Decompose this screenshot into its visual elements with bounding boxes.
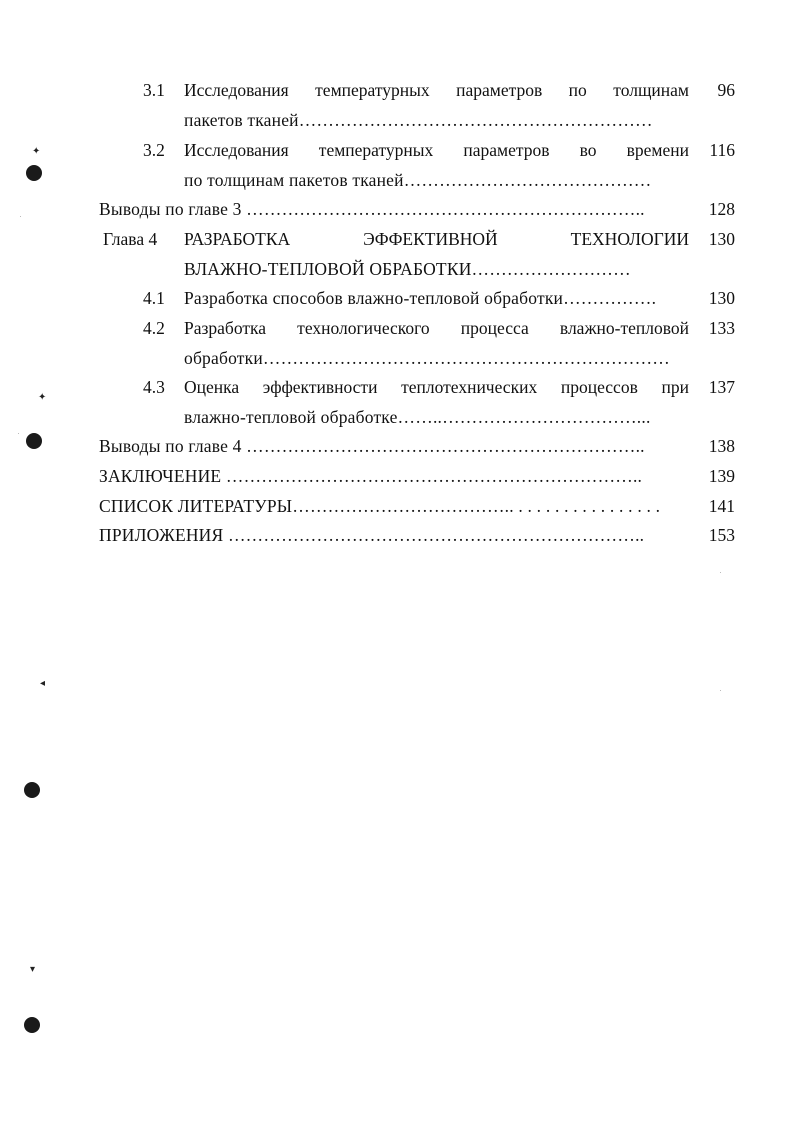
page-number-4-3: 137 [708, 377, 735, 397]
section-title-3-2: Исследования температурных параметров во времени [184, 140, 689, 160]
page-number-appendix: 153 [708, 525, 735, 545]
section-title-3-2-cont: по толщинам пакетов тканей…………………………………… [184, 170, 652, 190]
section-title-4-2: Разработка технологического процесса влажно-тепловой [184, 318, 689, 338]
section-number-4-2: 4.2 [143, 318, 165, 338]
binder-hole [24, 782, 40, 798]
section-title-4-3: Оценка эффективности теплотехнических процессов при [184, 377, 689, 397]
appendix-entry: ПРИЛОЖЕНИЯ …………………………………………………………….. [99, 525, 645, 545]
section-title-4-2-cont: обработки…………………………………………………………… [184, 348, 671, 368]
page-number-chapter-4: 130 [708, 229, 735, 249]
binder-hole [26, 165, 42, 181]
page-number-4-2: 133 [708, 318, 735, 338]
binder-hole [26, 433, 42, 449]
section-title-3-1-cont: пакетов тканей…………………………………………………… [184, 110, 653, 130]
chapter-4-title: РАЗРАБОТКА ЭФФЕКТИВНОЙ ТЕХНОЛОГИИ [184, 229, 689, 249]
references-entry: СПИСОК ЛИТЕРАТУРЫ……………………………….. . . . . . . . . . . . . . . . . [99, 496, 661, 516]
page-number-3-2: 116 [709, 140, 735, 160]
chapter-4-title-cont: ВЛАЖНО-ТЕПЛОВОЙ ОБРАБОТКИ……………………… [184, 259, 631, 279]
chapter-3-conclusions: Выводы по главе 3 ………………………………………………………….. [99, 199, 645, 219]
binder-hole [24, 1017, 40, 1033]
section-number-4-1: 4.1 [143, 288, 165, 308]
page-number-conclusions-3: 128 [708, 199, 735, 219]
page-number-conclusion: 139 [708, 466, 735, 486]
section-number-3-2: 3.2 [143, 140, 165, 160]
section-number-4-3: 4.3 [143, 377, 165, 397]
section-title-3-1: Исследования температурных параметров по толщинам [184, 80, 689, 100]
chapter-4-label: Глава 4 [103, 229, 158, 249]
page-number-references: 141 [708, 496, 735, 516]
page-number-conclusions-4: 138 [708, 436, 735, 456]
scan-dot [720, 690, 721, 691]
conclusion-entry: ЗАКЛЮЧЕНИЕ …………………………………………………………….. [99, 466, 643, 486]
scan-speck: ✦ [32, 146, 41, 157]
scan-dot [20, 216, 21, 217]
section-title-4-3-cont: влажно-тепловой обработке……..……………………………... [184, 407, 651, 427]
section-title-4-1: Разработка способов влажно-тепловой обработки……………. [184, 288, 657, 308]
page-number-4-1: 130 [708, 288, 735, 308]
scan-dot [18, 433, 19, 434]
scan-speck: ✦ [38, 392, 47, 403]
scan-speck: ◂ [40, 678, 46, 689]
scan-speck: ▾ [30, 964, 36, 975]
chapter-4-conclusions: Выводы по главе 4 ………………………………………………………….. [99, 436, 645, 456]
section-number-3-1: 3.1 [143, 80, 165, 100]
scan-dot [720, 572, 721, 573]
page-number-3-1: 96 [717, 80, 735, 100]
